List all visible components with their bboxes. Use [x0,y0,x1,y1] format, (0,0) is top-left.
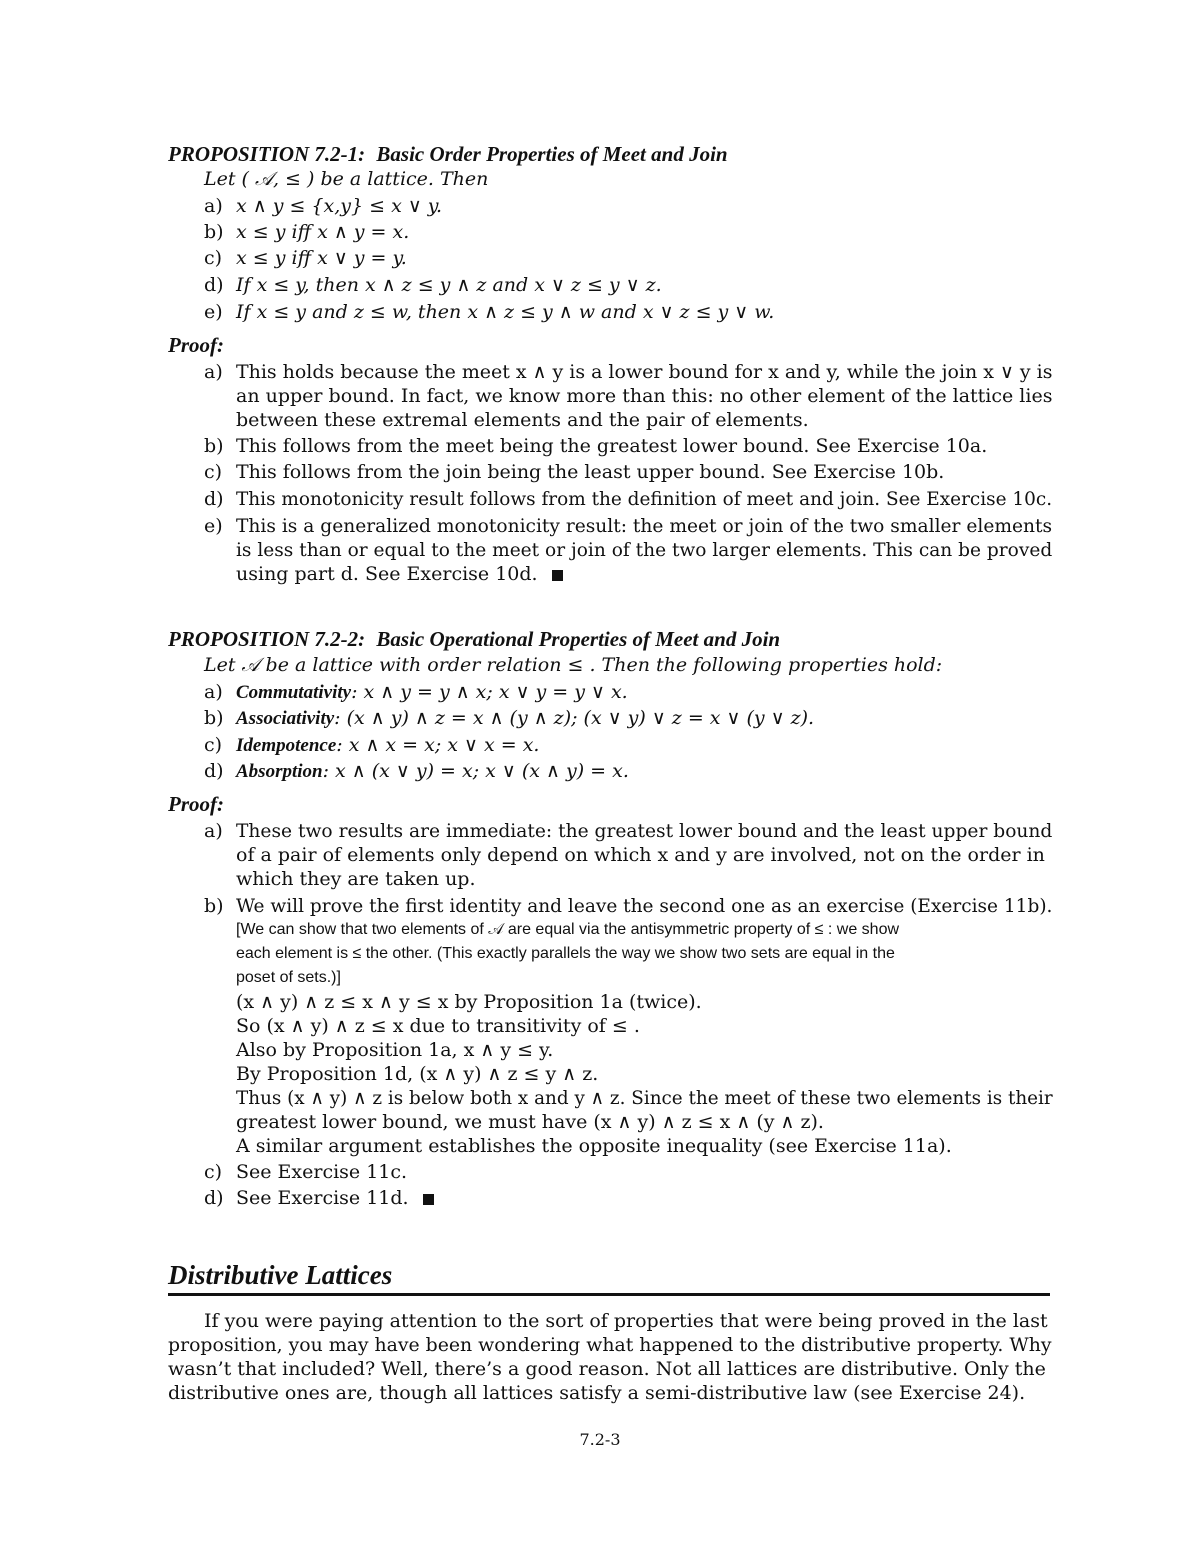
prop2-item-c [236,733,539,758]
proof2-a-line1: These two results are immediate: the greatest lower bound and the least upper bound [236,820,1053,842]
proposition-1-label: PROPOSITION 7.2-1: [168,142,366,166]
qed-square-icon [423,1194,434,1205]
prop2-item-a [236,680,628,705]
proof1-a-line3: between these extremal elements and the pair of elements. [236,409,809,431]
prop1-item-a: x ∧ y ≤ {x,y} ≤ x ∨ y. [236,195,443,217]
proposition-2-title: Basic Operational Properties of Meet and Join [376,627,781,651]
proof1-e-line1: This is a generalized monotonicity result: the meet or join of the two smaller elements [236,515,1053,537]
absorption-laws: : x ∧ (x ∨ y) = x; x ∨ (x ∧ y) = x. [322,760,629,782]
section-paragraph-line3: wasn’t that included? Well, there’s a good reason. Not all lattices are distributive. Only the [168,1358,1046,1380]
proof1-d-line1: This monotonicity result follows from the definition of meet and join. See Exercise 10c. [236,488,1053,510]
prop2-item-d-label: d) [204,760,224,782]
proof-1-label: Proof: [168,333,224,357]
proof1-a-line2: an upper bound. In fact, we know more than this: no other element of the lattice lies [236,385,1053,407]
section-paragraph-line1: If you were paying attention to the sort of properties that were being proved in the last [204,1310,1048,1332]
proof1-a-label: a) [204,361,223,383]
proof1-a-line1: This holds because the meet x ∧ y is a lower bound for x and y, while the join x ∨ y is [236,361,1053,383]
prop1-item-c: x ≤ y iff x ∨ y = y. [236,247,407,269]
proposition-1-intro: Let ( 𝒜, ≤ ) be a lattice. Then [204,168,489,190]
proposition-1-heading [168,142,728,166]
section-rule [168,1293,1050,1296]
qed-square-icon [552,570,563,581]
proof2-b-intro: We will prove the first identity and leave the second one as an exercise (Exercise 11b). [236,895,1053,917]
prop1-item-d-label: d) [204,274,224,296]
commutativity-laws: : x ∧ y = y ∧ x; x ∨ y = y ∨ x. [351,681,628,703]
proof1-c-label: c) [204,461,223,483]
proof2-b-step7: A similar argument establishes the opposite inequality (see Exercise 11a). [236,1135,952,1157]
prop2-item-b [236,706,814,731]
proof2-b-step2: So (x ∧ y) ∧ z ≤ x due to transitivity of ≤ . [236,1015,640,1037]
proof-2-label: Proof: [168,792,224,816]
absorption-term: Absorption [236,761,323,782]
proof1-e-line3-text: using part d. See Exercise 10d. [236,563,538,585]
prop1-item-d: If x ≤ y, then x ∧ z ≤ y ∧ z and x ∨ z ≤ y ∨ z. [236,274,662,296]
idempotence-term: Idempotence [236,735,337,756]
prop1-item-b: x ≤ y iff x ∧ y = x. [236,221,410,243]
proof1-e-line3 [236,562,563,586]
proof2-b-step5: Thus (x ∧ y) ∧ z is below both x and y ∧ z. Since the meet of these two elements is their [236,1087,1053,1109]
proof2-b-note-line1: [We can show that two elements of 𝒜 are equal via the antisymmetric property of ≤ : we show [236,921,900,938]
proof1-e-line2: is less than or equal to the meet or join of the two larger elements. This can be proved [236,539,1053,561]
proof2-c: See Exercise 11c. [236,1161,408,1183]
associativity-term: Associativity [236,708,335,729]
prop2-item-b-label: b) [204,707,224,729]
proof2-b-step1: (x ∧ y) ∧ z ≤ x ∧ y ≤ x by Proposition 1a (twice). [236,991,702,1013]
prop1-item-a-label: a) [204,195,223,217]
proof1-e-label: e) [204,515,223,537]
proof2-d-label: d) [204,1187,224,1209]
prop1-item-e: If x ≤ y and z ≤ w, then x ∧ z ≤ y ∧ w and x ∨ z ≤ y ∨ w. [236,301,775,323]
prop2-item-a-label: a) [204,681,223,703]
prop1-item-b-label: b) [204,221,224,243]
proof1-c-line1: This follows from the join being the least upper bound. See Exercise 10b. [236,461,945,483]
idempotence-laws: : x ∧ x = x; x ∨ x = x. [336,734,540,756]
proof1-b-label: b) [204,435,224,457]
proof1-d-label: d) [204,488,224,510]
section-paragraph-line2: proposition, you may have been wondering what happened to the distributive property. Why [168,1334,1052,1356]
section-title: Distributive Lattices [168,1260,393,1290]
commutativity-term: Commutativity [236,682,352,703]
proposition-2-label: PROPOSITION 7.2-2: [168,627,366,651]
proof1-b-line1: This follows from the meet being the greatest lower bound. See Exercise 10a. [236,435,988,457]
proof2-b-note-line2: each element is ≤ the other. (This exactly parallels the way we show two sets are equal in the [236,945,895,962]
prop2-item-c-label: c) [204,734,223,756]
proof2-b-note-line3: poset of sets.)] [236,969,341,986]
proof2-d [236,1186,434,1210]
associativity-laws: : (x ∧ y) ∧ z = x ∧ (y ∧ z); (x ∨ y) ∨ z = x ∨ (y ∨ z). [334,707,815,729]
proof2-d-text: See Exercise 11d. [236,1187,409,1209]
prop1-item-c-label: c) [204,247,223,269]
proof2-b-step3: Also by Proposition 1a, x ∧ y ≤ y. [236,1039,554,1061]
proposition-1-title: Basic Order Properties of Meet and Join [376,142,728,166]
proposition-2-heading [168,627,780,651]
proof2-b-label: b) [204,895,224,917]
proof2-c-label: c) [204,1161,223,1183]
proof2-a-label: a) [204,820,223,842]
proof2-a-line3: which they are taken up. [236,868,476,890]
prop1-item-e-label: e) [204,301,223,323]
proof2-a-line2: of a pair of elements only depend on which x and y are involved, not on the order in [236,844,1045,866]
proof2-b-step6: greatest lower bound, we must have (x ∧ y) ∧ z ≤ x ∧ (y ∧ z). [236,1111,824,1133]
prop2-item-d [236,759,629,784]
proposition-2-intro: Let 𝒜 be a lattice with order relation ≤ . Then the following properties hold: [204,654,943,676]
proof2-b-step4: By Proposition 1d, (x ∧ y) ∧ z ≤ y ∧ z. [236,1063,599,1085]
section-paragraph-line4: distributive ones are, though all lattices satisfy a semi-distributive law (see Exercise 24). [168,1382,1026,1404]
page-number: 7.2-3 [579,1430,621,1449]
